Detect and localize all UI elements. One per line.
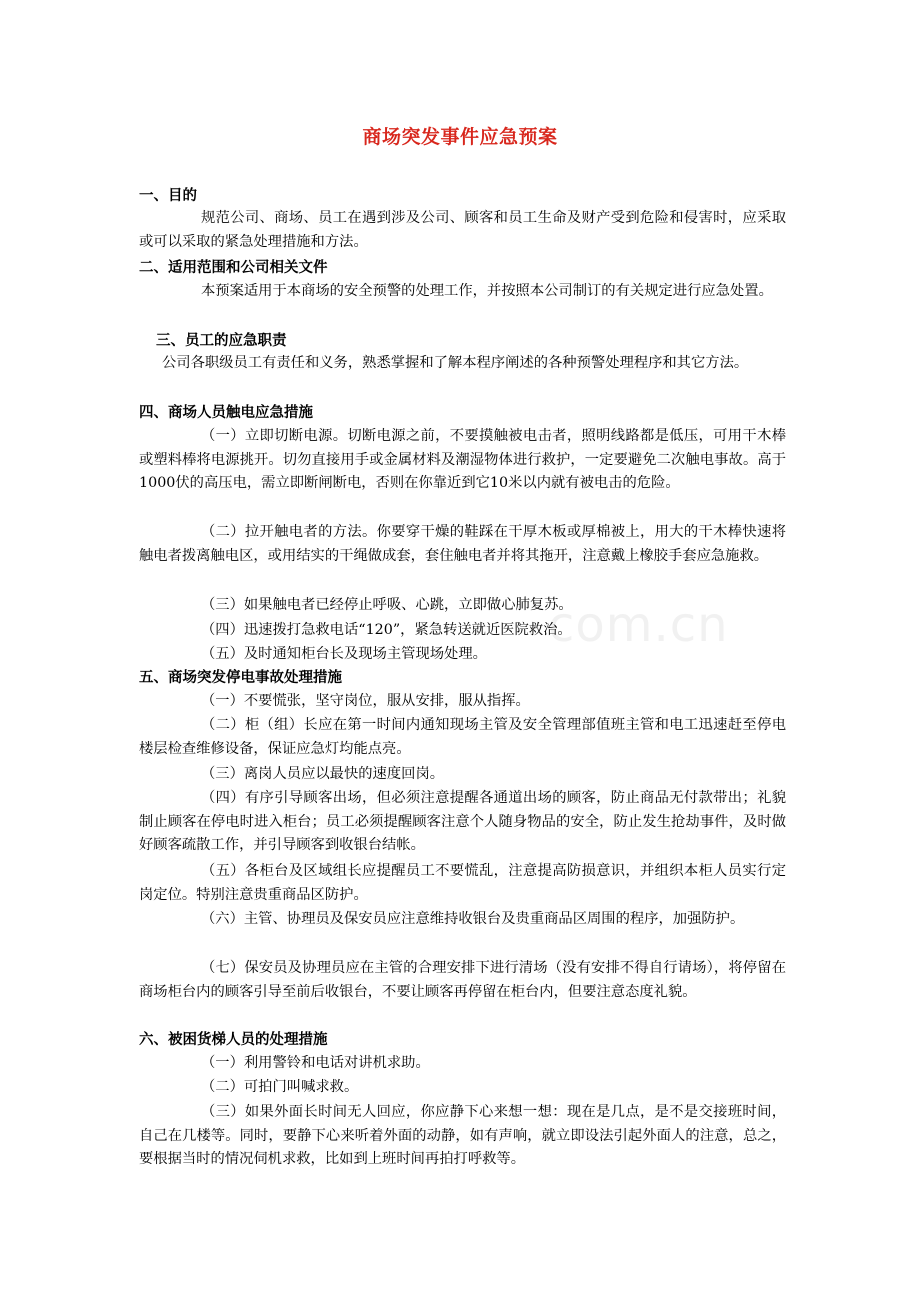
section-heading-electric-shock: 四、商场人员触电应急措施 [139,405,313,421]
document-title: 商场突发事件应急预案 [362,126,558,148]
list-item: （四）迅速拨打急救电话“120”，紧急转送就近医院救治。 [201,622,572,638]
section-heading-scope: 二、适用范围和公司相关文件 [139,260,328,276]
list-item: （七）保安员及协理员应在主管的合理安排下进行清场（没有安排不得自行请场），将停留在商场柜台内的顾客引导至前后收银台，不要让顾客再停留在柜台内，但要注意态度礼貌。 [139,960,786,1000]
list-item: （三）如果外面长时间无人回应，你应静下心来想一想：现在是几点，是不是交接班时间，自己在几楼等。同时，要静下心来听着外面的动静，如有声响，就立即设法引起外面人的注意，总之，要根据当时的情况伺机求救，比如到上班时间再拍打呼救等。 [139,1104,786,1167]
list-item: （一）利用警铃和电话对讲机求助。 [201,1055,430,1071]
watermark: com.cn [548,597,729,653]
section-heading-purpose: 一、目的 [139,188,197,204]
list-item: （一）立即切断电源。切断电源之前，不要摸触被电击者，照明线路都是低压，可用干木棒或塑料棒将电源挑开。切勿直接用手或金属材料及潮湿物体进行救护，一定要避免二次触电事故。高于1000伏的高压电，需立即断闸断电，否则在你靠近到它10米以内就有被电击的危险。 [139,428,786,491]
list-item: （五）及时通知柜台长及现场主管现场处理。 [201,646,487,662]
list-item: （五）各柜台及区域组长应提醒员工不要慌乱，注意提高防损意识，并组织本柜人员实行定岗定位。特别注意贵重商品区防护。 [139,863,786,903]
section-heading-elevator: 六、被困货梯人员的处理措施 [139,1032,328,1048]
section-heading-duties: 三、员工的应急职责 [156,333,287,349]
list-item: （二）拉开触电者的方法。你要穿干燥的鞋踩在干厚木板或厚棉被上，用大的干木棒快速将触电者拨离触电区，或用结实的干绳做成套，套住触电者并将其拖开，注意戴上橡胶手套应急施救。 [139,524,786,564]
paragraph: 公司各职级员工有责任和义务，熟悉掌握和了解本程序阐述的各种预警处理程序和其它方法。 [162,355,749,371]
section-heading-power-outage: 五、商场突发停电事故处理措施 [139,670,342,686]
list-item: （三）离岗人员应以最快的速度回岗。 [201,766,445,782]
list-item: （六）主管、协理员及保安员应注意维持收银台及贵重商品区周围的程序，加强防护。 [201,911,745,927]
list-item: （三）如果触电者已经停止呼吸、心跳，立即做心肺复苏。 [201,597,573,613]
paragraph: 本预案适用于本商场的安全预警的处理工作，并按照本公司制订的有关规定进行应急处置。 [201,283,773,299]
list-item: （一）不要慌张，坚守岗位，服从安排，服从指挥。 [201,693,530,709]
list-item: （二）柜（组）长应在第一时间内通知现场主管及安全管理部值班主管和电工迅速赶至停电楼层检查维修设备，保证应急灯均能点亮。 [139,717,786,757]
list-item: （四）有序引导顾客出场，但必须注意提醒各通道出场的顾客，防止商品无付款带出；礼貌制止顾客在停电时进入柜台；员工必须提醒顾客注意个人随身物品的安全，防止发生抢劫事件，及时做好顾客疏散工作，并引导顾客到收银台结帐。 [139,790,786,853]
list-item: （二）可拍门叫喊求救。 [201,1079,359,1095]
paragraph: 规范公司、商场、员工在遇到涉及公司、顾客和员工生命及财产受到危险和侵害时，应采取或可以采取的紧急处理措施和方法。 [139,210,786,250]
